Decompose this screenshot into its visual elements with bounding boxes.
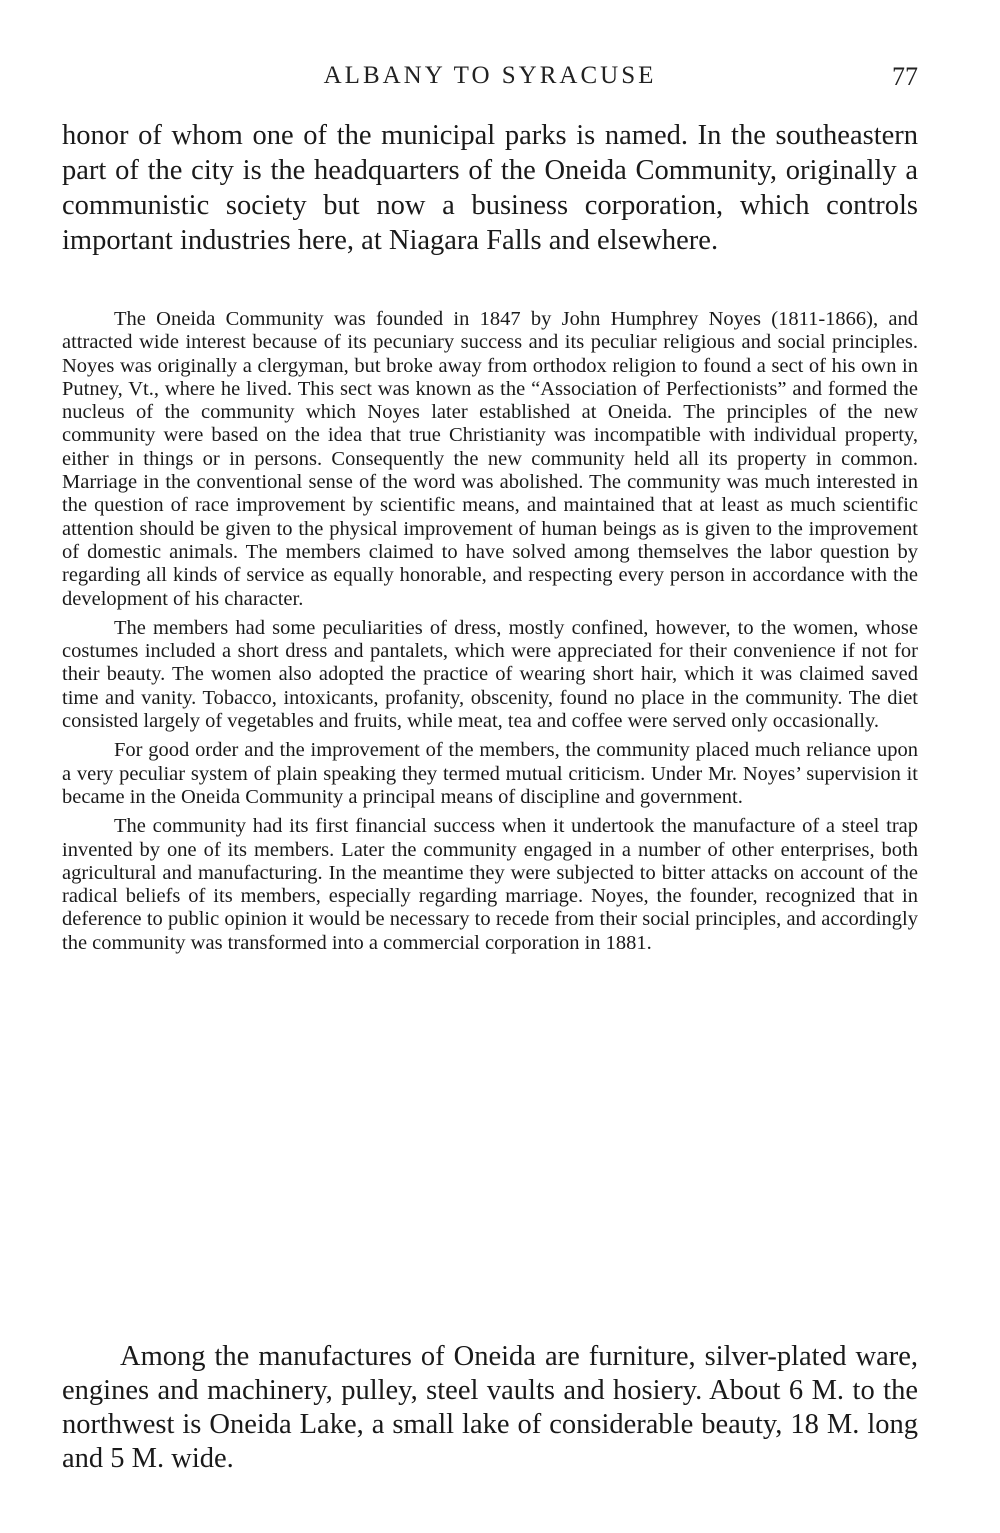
note-paragraph-financial: The community had its first financial success when it undertook the manufacture of a steel trap invented by one of its members. Later the community engaged in a number of other enterprises, both agricultural and manufacturing. In the meantime they were subjected to bitter attacks on account of the radical beliefs of its members, especially regarding marriage. Noyes, the founder, recognized that in deference to public opinion it would be necessary to recede from their social principles, and accordingly the community was transformed into a commercial corporation in 1881. xyxy=(62,815,918,954)
lead-paragraph: honor of whom one of the municipal parks is named. In the southeastern part of the city is the headquarters of the Oneida Community, originally a communistic society but now a business corporation, which controls important industries here, at Niagara Falls and elsewhere. xyxy=(62,120,918,256)
note-paragraph-founding: The Oneida Community was founded in 1847 by John Humphrey Noyes (1811-1866), and attracted wide interest because of its pecuniary success and its peculiar religious and social principles. Noyes was originally a clergyman, but broke away from orthodox religion to found a sect of his own in Putney, Vt., where he lived. This sect was known as the “Association of Perfectionists” and formed the nucleus of the community which Noyes later established at Oneida. The principles of the new community were based on the idea that true Christianity was incompatible with individual property, either in things or in persons. Consequently the new community held all its property in common. Marriage in the conventional sense of the word was abolished. The community was much interested in the question of race improvement by scientific means, and maintained that at least as much scientific attention should be given to the physical improvement of human beings as is given to the improvement of domestic animals. The members claimed to have solved among themselves the labor question by regarding all kinds of service as equally honorable, and respecting every person in accordance with the development of his character. xyxy=(62,308,918,610)
note-paragraph-dress: The members had some peculiarities of dress, mostly confined, however, to the women, whose costumes included a short dress and pantalets, which were appreciated for their convenience if not for their beauty. The women also adopted the practice of wearing short hair, which it was claimed saved time and vanity. Tobacco, intoxicants, profanity, obscenity, found no place in the community. The diet consisted largely of vegetables and fruits, while meat, tea and coffee were served only occasionally. xyxy=(62,616,918,733)
running-head: ALBANY TO SYRACUSE xyxy=(323,62,657,89)
book-page xyxy=(62,0,918,1533)
page-number: 77 xyxy=(892,62,918,91)
page-header xyxy=(62,62,918,102)
oneida-community-note xyxy=(62,308,918,961)
closing-paragraph: Among the manufactures of Oneida are furniture, silver-plated ware, engines and machinery, pulley, steel vaults and hosiery. About 6 M. to the northwest is Oneida Lake, a small lake of considerable beauty, 18 M. long and 5 M. wide. xyxy=(62,1341,918,1474)
note-paragraph-criticism: For good order and the improvement of the members, the community placed much reliance upon a very peculiar system of plain speaking they termed mutual criticism. Under Mr. Noyes’ supervision it became in the Oneida Community a principal means of discipline and government. xyxy=(62,739,918,808)
